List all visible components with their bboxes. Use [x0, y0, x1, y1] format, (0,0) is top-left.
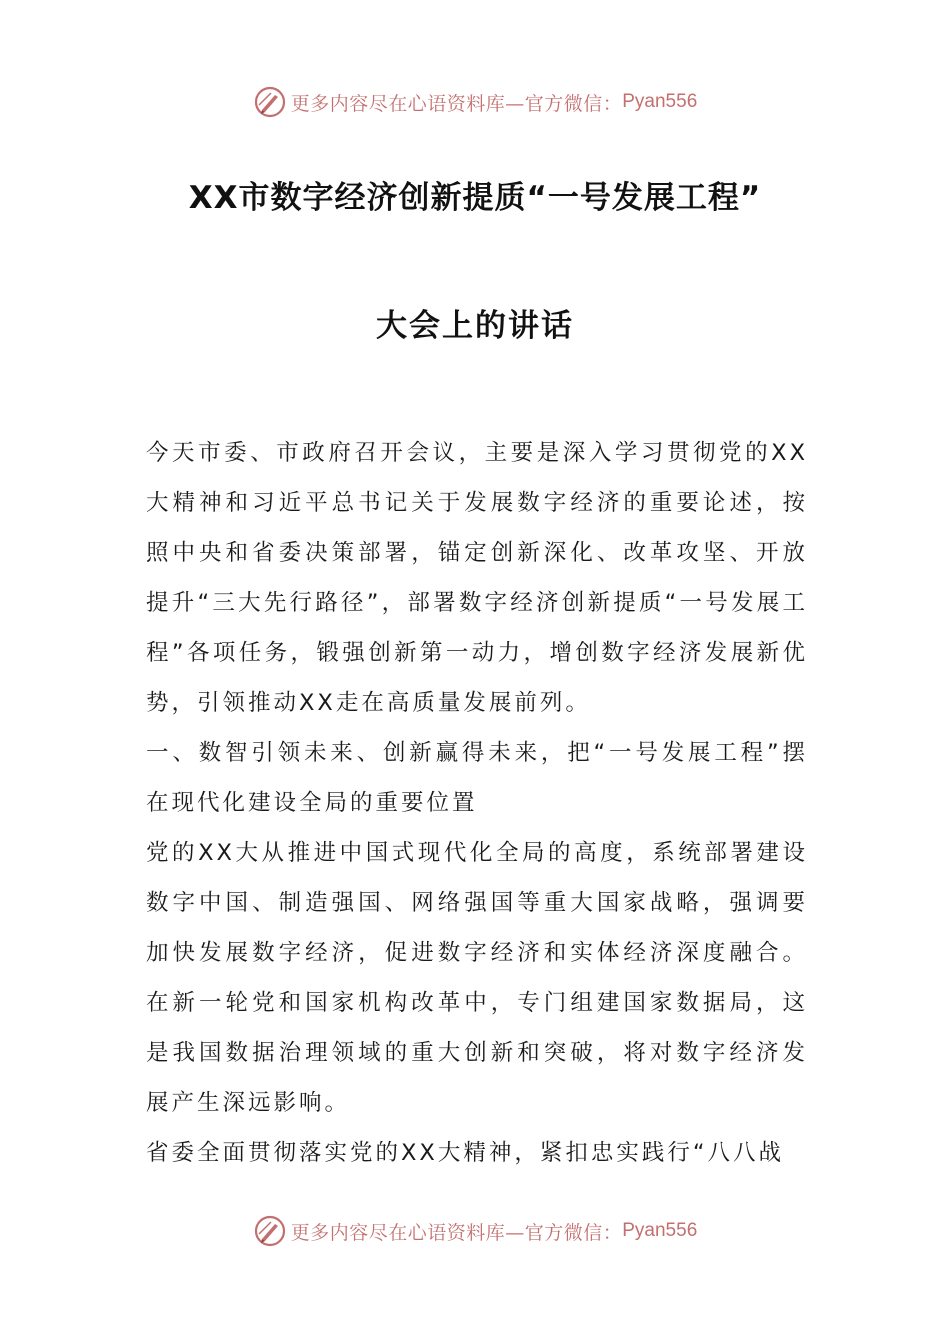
- watermark-banner-bottom: [0, 1211, 950, 1251]
- paragraph-section-1: 党的XX大从推进中国式现代化全局的高度，系统部署建设数字中国、制造强国、网络强国等重大国家战略，强调要加快发展数字经济，促进数字经济和实体经济深度融合。在新一轮党和国家机构改革中，专门组建国家数据局，这是我国数据治理领域的重大创新和突破，将对数字经济发展产生深远影响。: [146, 840, 808, 1116]
- watermark-text: 更多内容尽在心语资料库—官方微信：: [290, 1221, 623, 1244]
- section-heading-1: 一、数智引领未来、创新赢得未来，把“一号发展工程”摆在现代化建设全局的重要位置: [146, 740, 808, 816]
- watermark-text: 更多内容尽在心语资料库—官方微信：: [290, 92, 623, 115]
- paragraph-province: 省委全面贯彻落实党的XX大精神，紧扣忠实践行“八八战: [146, 1140, 784, 1166]
- paragraph-intro: 今天市委、市政府召开会议，主要是深入学习贯彻党的XX大精神和习近平总书记关于发展数字经济的重要论述，按照中央和省委决策部署，锚定创新深化、改革攻坚、开放提升“三大先行路径”，部署数字经济创新提质“一号发展工程”各项任务，锻强创新第一动力，增创数字经济发展新优势，引领推动XX走在高质量发展前列。: [146, 440, 808, 716]
- document-title-line-2: 大会上的讲话: [376, 308, 574, 344]
- pen-logo-icon: [253, 1214, 287, 1248]
- document-body: [146, 428, 808, 1178]
- watermark-wechat-id: Pyan556: [622, 91, 698, 112]
- pen-logo-icon: [253, 85, 287, 119]
- watermark-wechat-id: Pyan556: [622, 1220, 698, 1241]
- document-title-line-1: XX市数字经济创新提质“一号发展工程”: [188, 180, 762, 216]
- watermark-banner-top: [0, 82, 950, 122]
